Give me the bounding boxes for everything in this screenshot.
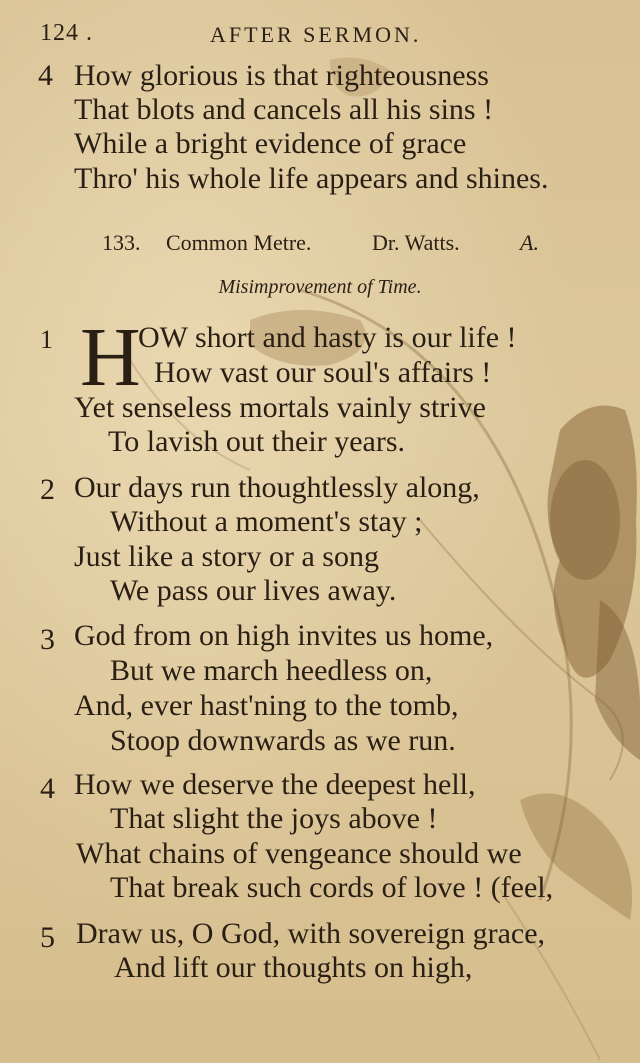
verse-line: Without a moment's stay ; bbox=[110, 505, 423, 538]
hymn-heading bbox=[0, 225, 640, 261]
page-number: 124 . bbox=[40, 20, 93, 46]
verse-line: Draw us, O God, with sovereign grace, bbox=[76, 917, 546, 950]
verse-line: What chains of vengeance should we bbox=[76, 837, 522, 870]
hymn-number: 133. bbox=[102, 230, 141, 255]
verse-line: God from on high invites us home, bbox=[74, 619, 494, 652]
verse-line: How vast our soul's affairs ! bbox=[154, 356, 492, 389]
page-header bbox=[40, 14, 600, 54]
drop-cap: H bbox=[80, 311, 141, 404]
verse-line: To lavish out their years. bbox=[108, 425, 405, 458]
verse-number: 4 bbox=[40, 772, 55, 805]
verse-line: That slight the joys above ! bbox=[110, 802, 438, 835]
verse-line: And, ever hast'ning to the tomb, bbox=[74, 689, 459, 722]
running-head: AFTER SERMON. bbox=[210, 22, 422, 47]
verse-line: While a bright evidence of grace bbox=[74, 127, 467, 160]
verse-line: And lift our thoughts on high, bbox=[114, 951, 473, 984]
hymn-subtitle: Misimprovement of Time. bbox=[218, 276, 422, 298]
verse-line: OW short and hasty is our life ! bbox=[138, 321, 517, 354]
verse-number: 3 bbox=[40, 623, 55, 656]
verse-line: Just like a story or a song bbox=[74, 540, 379, 573]
verse-number: 1 bbox=[40, 325, 53, 354]
verse-line: How we deserve the deepest hell, bbox=[74, 768, 476, 801]
verse-line: That break such cords of love ! (feel, bbox=[110, 871, 554, 904]
verse-line: How glorious is that righteousness bbox=[74, 59, 489, 92]
verse-number: 2 bbox=[40, 473, 55, 506]
hymn-author: Dr. Watts. bbox=[372, 230, 460, 255]
verse-line: Thro' his whole life appears and shines. bbox=[74, 162, 549, 195]
verse-number: 5 bbox=[40, 921, 55, 954]
verse-line: Our days run thoughtlessly along, bbox=[74, 471, 480, 504]
verse-line: We pass our lives away. bbox=[110, 574, 397, 607]
tune-mark: A. bbox=[520, 230, 539, 255]
verse-line: But we march heedless on, bbox=[110, 654, 433, 687]
verse-number: 4 bbox=[38, 59, 53, 92]
verse-line: Stoop downwards as we run. bbox=[110, 724, 456, 757]
verse-line: That blots and cancels all his sins ! bbox=[74, 93, 494, 126]
hymn-meter: Common Metre. bbox=[166, 230, 312, 255]
verse-line: Yet senseless mortals vainly strive bbox=[74, 391, 486, 424]
